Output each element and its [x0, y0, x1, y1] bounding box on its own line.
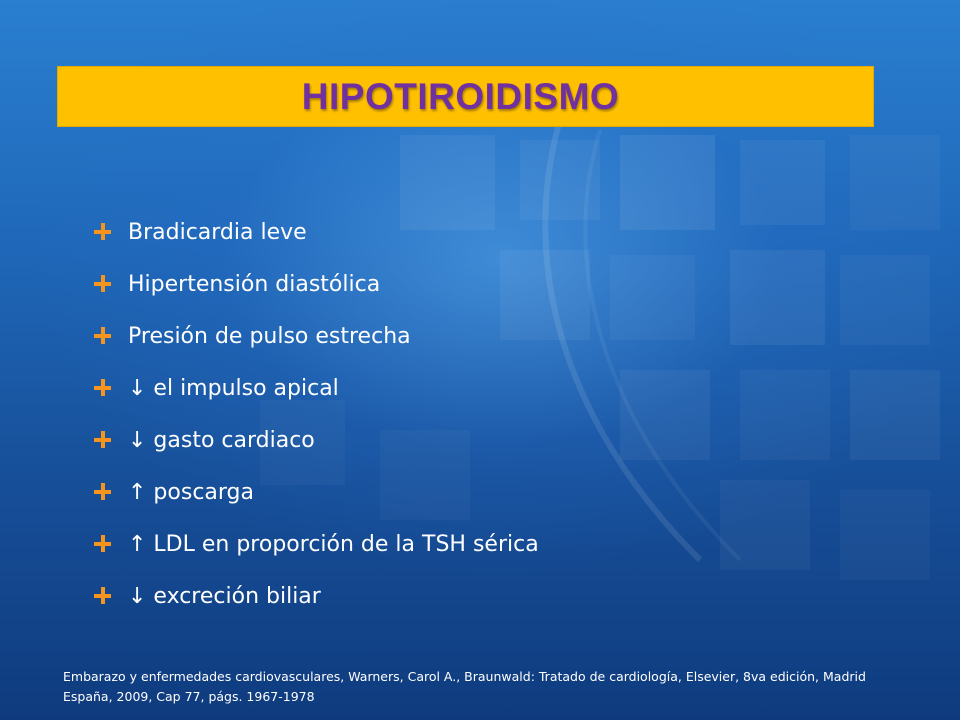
- bullet-text: ↓ el impulso apical: [128, 375, 339, 401]
- plus-icon: [92, 429, 114, 451]
- plus-icon: [92, 533, 114, 555]
- bullet-text: ↓ gasto cardiaco: [128, 427, 315, 453]
- bullet-list: [92, 206, 539, 622]
- bullet-item: [92, 414, 539, 466]
- bullet-item: [92, 466, 539, 518]
- plus-icon: [92, 585, 114, 607]
- plus-icon: [92, 221, 114, 243]
- bullet-text: ↑ poscarga: [128, 479, 254, 505]
- bullet-item: [92, 310, 539, 362]
- reference-citation: [63, 667, 923, 707]
- bullet-text: Hipertensión diastólica: [128, 271, 381, 297]
- title-banner: [57, 66, 874, 127]
- bullet-text: Presión de pulso estrecha: [128, 323, 411, 349]
- bullet-item: [92, 518, 539, 570]
- bullet-item: [92, 570, 539, 622]
- reference-line: Embarazo y enfermedades cardiovasculares, Warners, Carol A., Braunwald: Tratado de cardiología, Elsevier, 8va edición, Madrid: [63, 669, 866, 684]
- slide-title: HIPOTIROIDISMO: [301, 75, 620, 117]
- bullet-item: [92, 362, 539, 414]
- bullet-text: ↓ excreción biliar: [128, 583, 321, 609]
- reference-line: España, 2009, Cap 77, págs. 1967-1978: [63, 689, 315, 704]
- bullet-item: [92, 258, 539, 310]
- bullet-text: Bradicardia leve: [128, 219, 307, 245]
- plus-icon: [92, 273, 114, 295]
- plus-icon: [92, 481, 114, 503]
- plus-icon: [92, 377, 114, 399]
- bullet-text: ↑ LDL en proporción de la TSH sérica: [128, 531, 539, 557]
- plus-icon: [92, 325, 114, 347]
- bullet-item: [92, 206, 539, 258]
